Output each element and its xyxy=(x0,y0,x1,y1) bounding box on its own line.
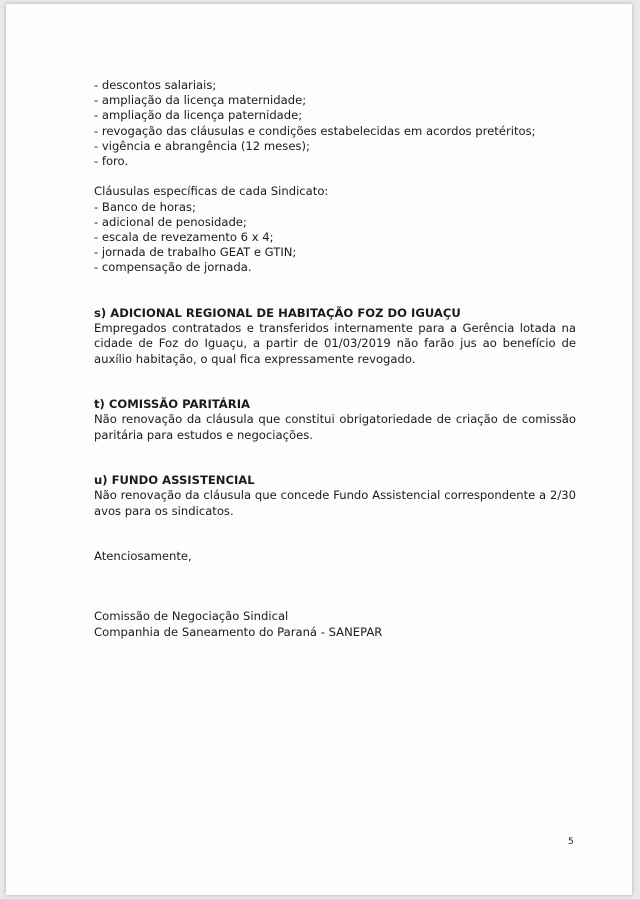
list-item: - foro. xyxy=(94,154,129,169)
section-body: Empregados contratados e transferidos internamente para a Gerência lotada na cidade de Foz do Iguaçu, a partir de 01/03/2019 não farão jus ao benefício de auxílio habitação, o qual fica expressamente revogado. xyxy=(94,321,576,366)
list-item: - vigência e abrangência (12 meses); xyxy=(94,138,310,153)
list-item: - descontos salariais; xyxy=(94,78,217,92)
specific-clauses-title: Cláusulas específicas de cada Sindicato: xyxy=(94,184,329,199)
section-body: Não renovação da cláusula que constitui obrigatoriedade de criação de comissão paritária para estudos e negociações. xyxy=(94,412,576,442)
section-heading: t) COMISSÃO PARITÁRIA xyxy=(94,397,250,412)
document-page xyxy=(6,4,632,895)
list-item: - ampliação da licença maternidade; xyxy=(94,93,307,108)
section-u xyxy=(94,473,576,519)
list-item: - Banco de horas; xyxy=(94,199,196,214)
general-list xyxy=(94,78,576,169)
page-content xyxy=(94,78,576,640)
list-item: - jornada de trabalho GEAT e GTIN; xyxy=(94,245,297,260)
list-item: - revogação das cláusulas e condições estabelecidas em acordos pretéritos; xyxy=(94,123,536,138)
signature-line: Comissão de Negociação Sindical xyxy=(94,609,289,624)
section-body: Não renovação da cláusula que concede Fundo Assistencial correspondente a 2/30 avos para os sindicatos. xyxy=(94,488,576,518)
signature-line: Companhia de Saneamento do Paraná - SANEPAR xyxy=(94,624,383,639)
signature-block xyxy=(94,609,576,639)
page-number: 5 xyxy=(568,837,574,847)
list-item: - compensação de jornada. xyxy=(94,260,252,275)
section-heading: s) ADICIONAL REGIONAL DE HABITAÇÃO FOZ DO IGUAÇU xyxy=(94,306,461,321)
list-item: - ampliação da licença paternidade; xyxy=(94,108,303,123)
specific-clauses xyxy=(94,184,576,275)
list-item: - adicional de penosidade; xyxy=(94,214,247,229)
section-heading: u) FUNDO ASSISTENCIAL xyxy=(94,473,255,488)
section-s xyxy=(94,306,576,367)
list-item: - escala de revezamento 6 x 4; xyxy=(94,230,274,245)
closing-text: Atenciosamente, xyxy=(94,549,192,564)
section-t xyxy=(94,397,576,443)
